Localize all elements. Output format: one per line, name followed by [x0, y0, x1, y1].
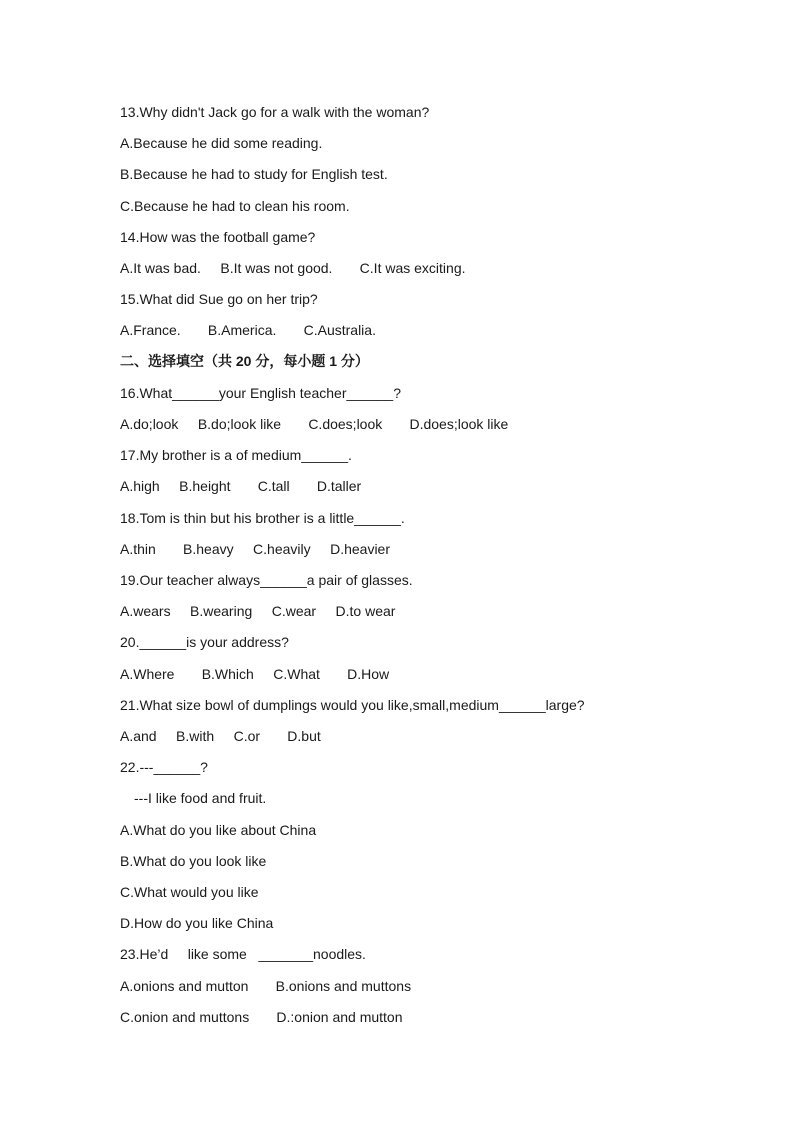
options-14: A.It was bad. B.It was not good. C.It was exciting.	[120, 260, 466, 276]
question-19: 19.Our teacher always______a pair of glasses.	[120, 572, 413, 588]
question-23: 23.He’d like some _______noodles.	[120, 946, 366, 962]
option-22a: A.What do you like about China	[120, 822, 317, 838]
question-15: 15.What did Sue go on her trip?	[120, 291, 318, 307]
question-14: 14.How was the football game?	[120, 229, 316, 245]
section-heading: 二、选择填空（共 20 分，每小题 1 分）	[120, 353, 369, 369]
question-16: 16.What______your English teacher______?	[120, 385, 401, 401]
options-15: A.France. B.America. C.Australia.	[120, 322, 376, 338]
option-22d: D.How do you like China	[120, 915, 274, 931]
option-22b: B.What do you look like	[120, 853, 267, 869]
options-20: A.Where B.Which C.What D.How	[120, 666, 390, 682]
options-18: A.thin B.heavy C.heavily D.heavier	[120, 541, 391, 557]
options-19: A.wears B.wearing C.wear D.to wear	[120, 603, 396, 619]
option-13a: A.Because he did some reading.	[120, 135, 323, 151]
options-16: A.do;look B.do;look like C.does;look D.does;look like	[120, 416, 509, 432]
option-13b: B.Because he had to study for English test.	[120, 166, 388, 182]
option-22c: C.What would you like	[120, 884, 259, 900]
options-17: A.high B.height C.tall D.taller	[120, 478, 362, 494]
option-13c: C.Because he had to clean his room.	[120, 198, 350, 214]
options-23-ab: A.onions and mutton B.onions and muttons	[120, 978, 412, 994]
question-17: 17.My brother is a of medium______.	[120, 447, 352, 463]
question-22: 22.---______?	[120, 759, 208, 775]
question-13: 13.Why didn't Jack go for a walk with the woman?	[120, 104, 430, 120]
question-21: 21.What size bowl of dumplings would you like,small,medium______large?	[120, 697, 585, 713]
options-21: A.and B.with C.or D.but	[120, 728, 321, 744]
question-18: 18.Tom is thin but his brother is a little______.	[120, 510, 405, 526]
dialogue-22-answer: ---I like food and fruit.	[134, 790, 267, 806]
question-20: 20.______is your address?	[120, 634, 289, 650]
options-23-cd: C.onion and muttons D.:onion and mutton	[120, 1009, 403, 1025]
